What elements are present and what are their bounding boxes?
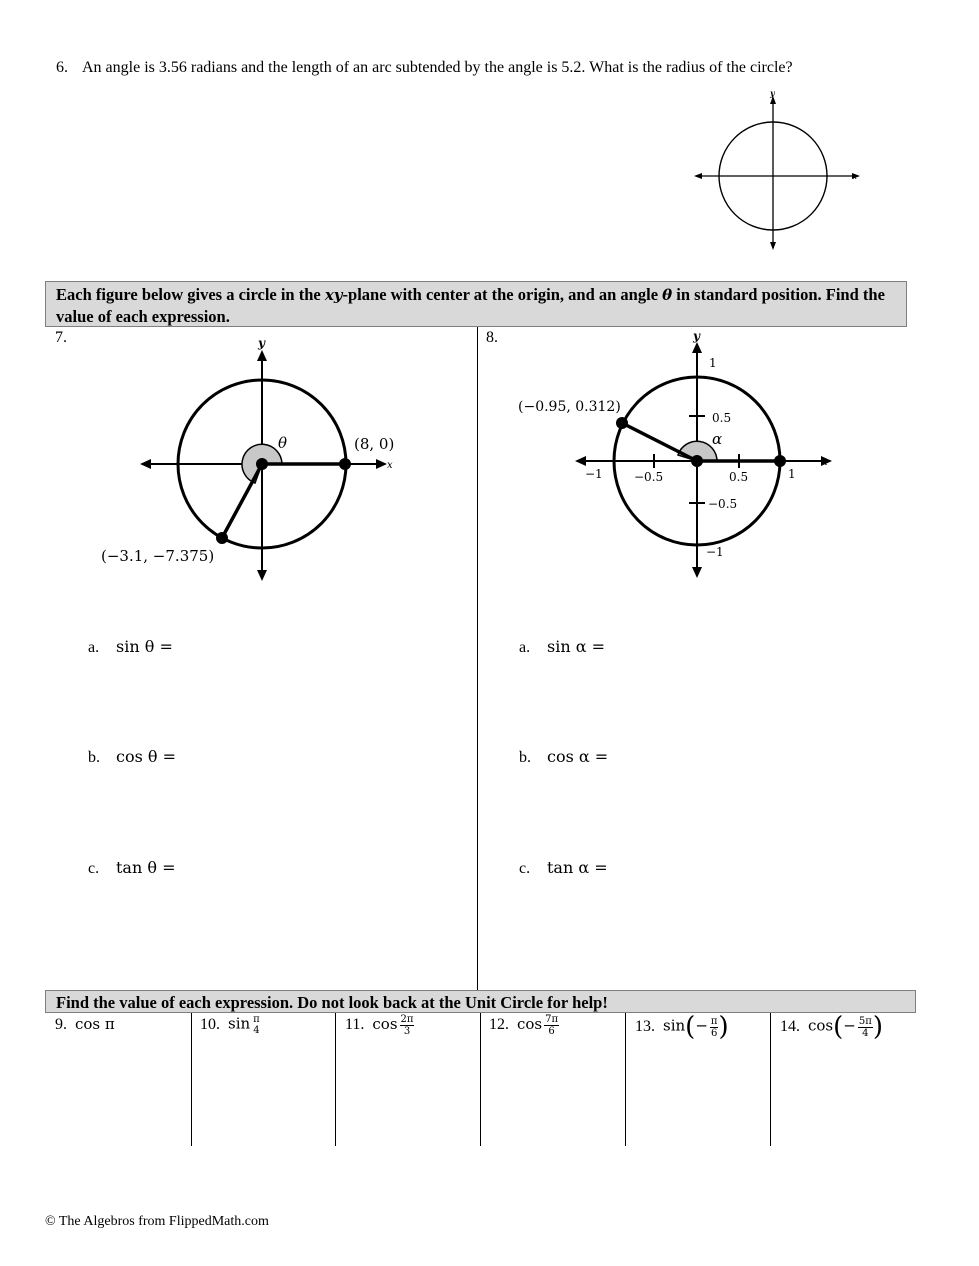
part-label: b.: [519, 749, 531, 766]
x-axis-label: x: [853, 173, 857, 181]
part-expression: cos θ =: [116, 747, 177, 766]
angle-label: θ: [278, 434, 288, 452]
problem-13: [635, 1012, 729, 1042]
cell-divider: [335, 1013, 336, 1146]
question-6: [56, 59, 793, 77]
tick-x-left: −1: [585, 467, 603, 481]
minus-sign: −: [695, 1016, 708, 1035]
x-axis-label: x: [822, 457, 828, 468]
y-axis-label: y: [770, 88, 775, 98]
question-8-number: 8.: [486, 329, 498, 346]
function-name: cos: [517, 1015, 543, 1034]
right-paren: ): [872, 1012, 883, 1042]
y-axis-label: y: [693, 329, 700, 343]
question-7-number: 7.: [55, 329, 67, 346]
part-expression: tan θ =: [116, 858, 176, 877]
q7-part-c: [88, 858, 175, 878]
denominator: 4: [862, 1027, 869, 1039]
part-expression: sin α =: [547, 637, 606, 656]
point-label-2: (−3.1, −7.375): [101, 547, 215, 565]
question-number: 6.: [56, 59, 68, 76]
numerator: π: [710, 1015, 718, 1027]
left-paren: (: [685, 1012, 696, 1042]
fraction: [252, 1014, 261, 1036]
problem-number: 11.: [345, 1016, 365, 1034]
part-label: a.: [88, 639, 100, 656]
tick-y-neg-half: −0.5: [708, 497, 738, 511]
fraction: [544, 1014, 559, 1037]
numerator: 2π: [400, 1014, 414, 1025]
problem-number: 12.: [489, 1016, 509, 1034]
function-name: sin: [228, 1014, 251, 1033]
numerator: 7π: [545, 1014, 559, 1025]
column-divider: [477, 327, 478, 990]
q8-part-a: [519, 637, 605, 657]
cell-divider: [625, 1013, 626, 1146]
point-label: (−0.95, 0.312): [518, 399, 621, 415]
left-paren: (: [833, 1012, 844, 1042]
problem-number: 14.: [780, 1017, 800, 1035]
denominator: 6: [710, 1027, 718, 1039]
tick-y-bottom: −1: [706, 545, 724, 559]
function-name: cos: [808, 1016, 834, 1035]
denominator: 3: [403, 1026, 411, 1037]
function-name: cos: [372, 1015, 398, 1034]
q8-part-c: [519, 858, 608, 878]
part-expression: cos α =: [547, 747, 609, 766]
banner-text-1: Each figure below gives a circle in the: [56, 285, 325, 304]
problem-10: [200, 1014, 261, 1036]
q6-circle-diagram: [690, 88, 865, 253]
instructions-banner: [45, 281, 907, 327]
denominator: 6: [548, 1026, 555, 1037]
denominator: 4: [253, 1025, 260, 1036]
q7-circle-diagram: [95, 325, 415, 585]
cell-divider: [480, 1013, 481, 1146]
banner-text-3: in standard position. Find the value of each expression.: [56, 285, 885, 326]
minus-sign: −: [843, 1016, 856, 1035]
tick-y-top: 1: [709, 356, 717, 370]
part-expression: tan α =: [547, 858, 608, 877]
problem-number: 13.: [635, 1017, 655, 1035]
q7-part-b: [88, 747, 176, 767]
function-name: sin: [663, 1016, 686, 1035]
banner-text-2: -plane with center at the origin, and an angle: [342, 285, 663, 304]
problem-number: 9.: [55, 1016, 67, 1033]
problem-9: [55, 1015, 115, 1034]
q7-part-a: [88, 637, 173, 657]
part-label: a.: [519, 639, 531, 656]
var-xy: xy: [324, 286, 343, 304]
problem-expression: cos π: [75, 1015, 115, 1033]
problem-number: 10.: [200, 1015, 220, 1033]
part-label: b.: [88, 749, 100, 766]
question-text: An angle is 3.56 radians and the length of an arc subtended by the angle is 5.2. What is the radius of the circle?: [82, 59, 793, 76]
tick-x-half: 0.5: [729, 470, 749, 484]
x-axis-label: x: [387, 460, 393, 471]
y-axis-label: y: [258, 336, 265, 350]
tick-y-half: 0.5: [712, 411, 732, 425]
practice-banner: [45, 990, 916, 1013]
tick-x-neg-half: −0.5: [634, 470, 664, 484]
problem-14: [780, 1012, 883, 1042]
tick-x-right: 1: [788, 467, 796, 481]
part-label: c.: [519, 860, 531, 877]
part-expression: sin θ =: [116, 637, 173, 656]
q8-part-b: [519, 747, 608, 767]
numerator: 5π: [858, 1015, 872, 1027]
problem-12: [489, 1014, 559, 1037]
problem-11: [345, 1014, 414, 1037]
angle-label: α: [712, 430, 723, 448]
banner-text: Find the value of each expression. Do not look back at the Unit Circle for help!: [56, 993, 608, 1012]
cell-divider: [191, 1013, 192, 1146]
q8-circle-diagram: [505, 325, 845, 580]
cell-divider: [770, 1013, 771, 1146]
part-label: c.: [88, 860, 100, 877]
fraction: [858, 1016, 873, 1039]
fraction: [400, 1014, 415, 1037]
point-label-1: (8, 0): [354, 435, 395, 453]
var-theta: θ: [662, 286, 673, 304]
copyright-footer: © The Algebros from FlippedMath.com: [45, 1214, 269, 1229]
right-paren: ): [718, 1012, 729, 1042]
numerator: π: [253, 1014, 260, 1025]
